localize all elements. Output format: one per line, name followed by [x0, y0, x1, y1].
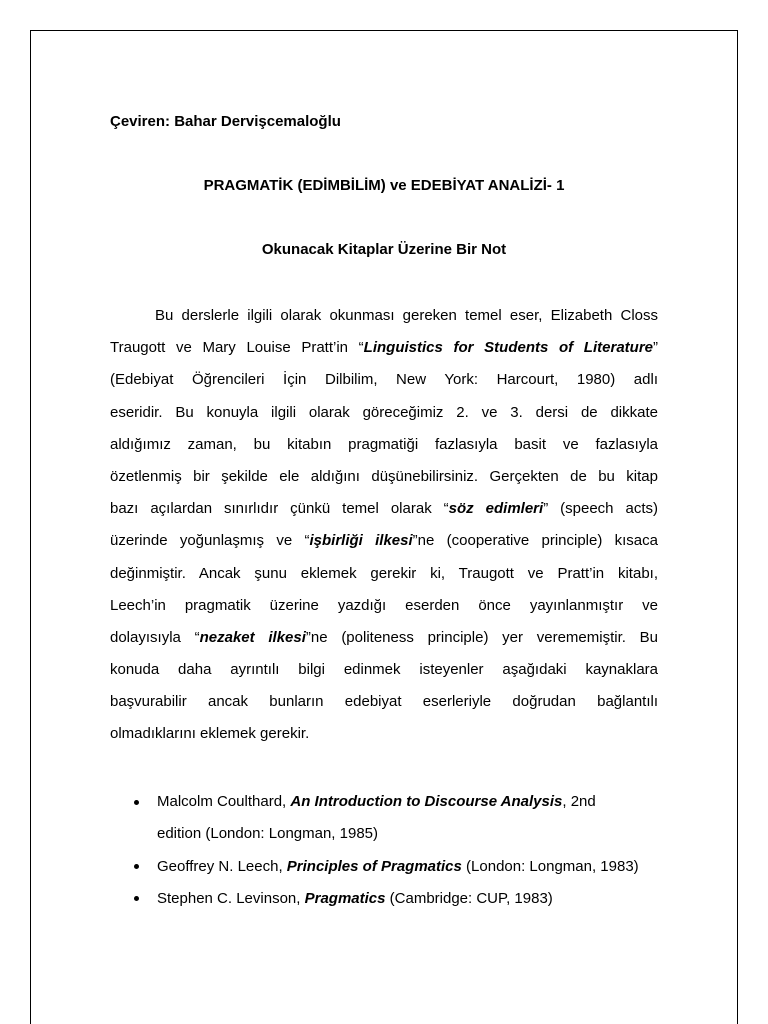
paragraph-line — [110, 461, 658, 493]
paragraph-line — [110, 718, 658, 750]
line-text: üzerinde yoğunlaşmış ve “ — [110, 532, 310, 550]
emphasized-term: nezaket ilkesi — [199, 628, 306, 646]
reference-line — [157, 786, 657, 818]
section-heading: Okunacak Kitaplar Üzerine Bir Not — [261, 241, 507, 258]
line-text: ”ne (cooperative principle) kısaca — [412, 532, 658, 550]
paragraph-line — [110, 364, 658, 396]
paragraph-line — [110, 493, 658, 525]
document-title: PRAGMATİK (EDİMBİLİM) ve EDEBİYAT ANALİZİ- 1 — [203, 177, 565, 194]
reference-details: (London: Longman, 1983) — [461, 857, 639, 875]
paragraph-line — [110, 558, 658, 590]
paragraph-line — [110, 654, 658, 686]
reference-title: Pragmatics — [304, 889, 386, 907]
bullet-icon — [134, 800, 139, 805]
paragraph-line — [110, 300, 658, 332]
line-text: değinmiştir. Ancak şunu eklemek gerekir ki, Traugott ve Pratt’in kitabı, — [110, 564, 658, 582]
line-text: dolayısıyla “ — [110, 628, 200, 646]
paragraph-line — [110, 429, 658, 461]
emphasized-term: işbirliği ilkesi — [309, 532, 413, 550]
paragraph-line — [110, 590, 658, 622]
reference-item — [157, 786, 657, 851]
line-text: ” (speech acts) — [543, 500, 659, 518]
line-text: Leech’in pragmatik üzerine yazdığı eserden önce yayınlanmıştır ve — [110, 596, 658, 614]
emphasized-term: söz edimleri — [448, 500, 544, 518]
line-text: eseridir. Bu konuyla ilgili olarak göreceğimiz 2. ve 3. dersi de dikkate — [110, 403, 658, 421]
reference-item — [157, 851, 657, 883]
line-text: Bu derslerle ilgili olarak okunması gereken temel eser, Elizabeth Closs — [155, 307, 658, 324]
line-text: başvurabilir ancak bunların edebiyat eserleriyle doğrudan bağlantılı — [110, 693, 658, 711]
body-paragraph — [110, 300, 658, 751]
reference-title: Principles of Pragmatics — [286, 857, 462, 875]
reference-details: , 2nd — [562, 793, 596, 810]
line-text: olmadıklarını eklemek gerekir. — [110, 725, 310, 743]
line-text: özetlenmiş bir şekilde ele aldığını düşünebilirsiniz. Gerçekten de bu kitap — [110, 467, 658, 485]
line-text: Traugott ve Mary Louise Pratt’in “ — [110, 339, 364, 357]
paragraph-line — [110, 686, 658, 718]
line-text: bazı açılardan sınırlıdır çünkü temel olarak “ — [110, 500, 449, 518]
line-text: (Edebiyat Öğrencileri İçin Dilbilim, New York: Harcourt, 1980) adlı — [110, 371, 658, 389]
reference-details: edition (London: Longman, 1985) — [157, 825, 379, 843]
reference-details: (Cambridge: CUP, 1983) — [385, 889, 553, 907]
reference-author: Geoffrey N. Leech, — [157, 857, 287, 875]
paragraph-line — [110, 332, 658, 364]
line-text: aldığımız zaman, bu kitabın pragmatiği fazlasıyla basit ve fazlasıyla — [110, 435, 658, 453]
reference-line — [157, 883, 657, 915]
reference-item — [157, 883, 657, 915]
book-title: Linguistics for Students of Literature — [363, 339, 653, 357]
line-text: ”ne (politeness principle) yer verememiştir. Bu — [305, 628, 658, 646]
line-text: konuda daha ayrıntılı bilgi edinmek isteyenler aşağıdaki kaynaklara — [110, 661, 658, 679]
paragraph-line — [110, 397, 658, 429]
reference-title: An Introduction to Discourse Analysis — [290, 793, 563, 810]
reference-line — [157, 851, 657, 883]
reference-line — [157, 818, 657, 850]
paragraph-line — [110, 622, 658, 654]
reference-list — [157, 786, 657, 915]
reference-author: Malcolm Coulthard, — [157, 793, 291, 810]
line-text: ” — [653, 339, 658, 357]
paragraph-line — [110, 525, 658, 557]
reference-author: Stephen C. Levinson, — [157, 889, 305, 907]
translator-credit: Çeviren: Bahar Dervişcemaloğlu — [110, 113, 341, 130]
